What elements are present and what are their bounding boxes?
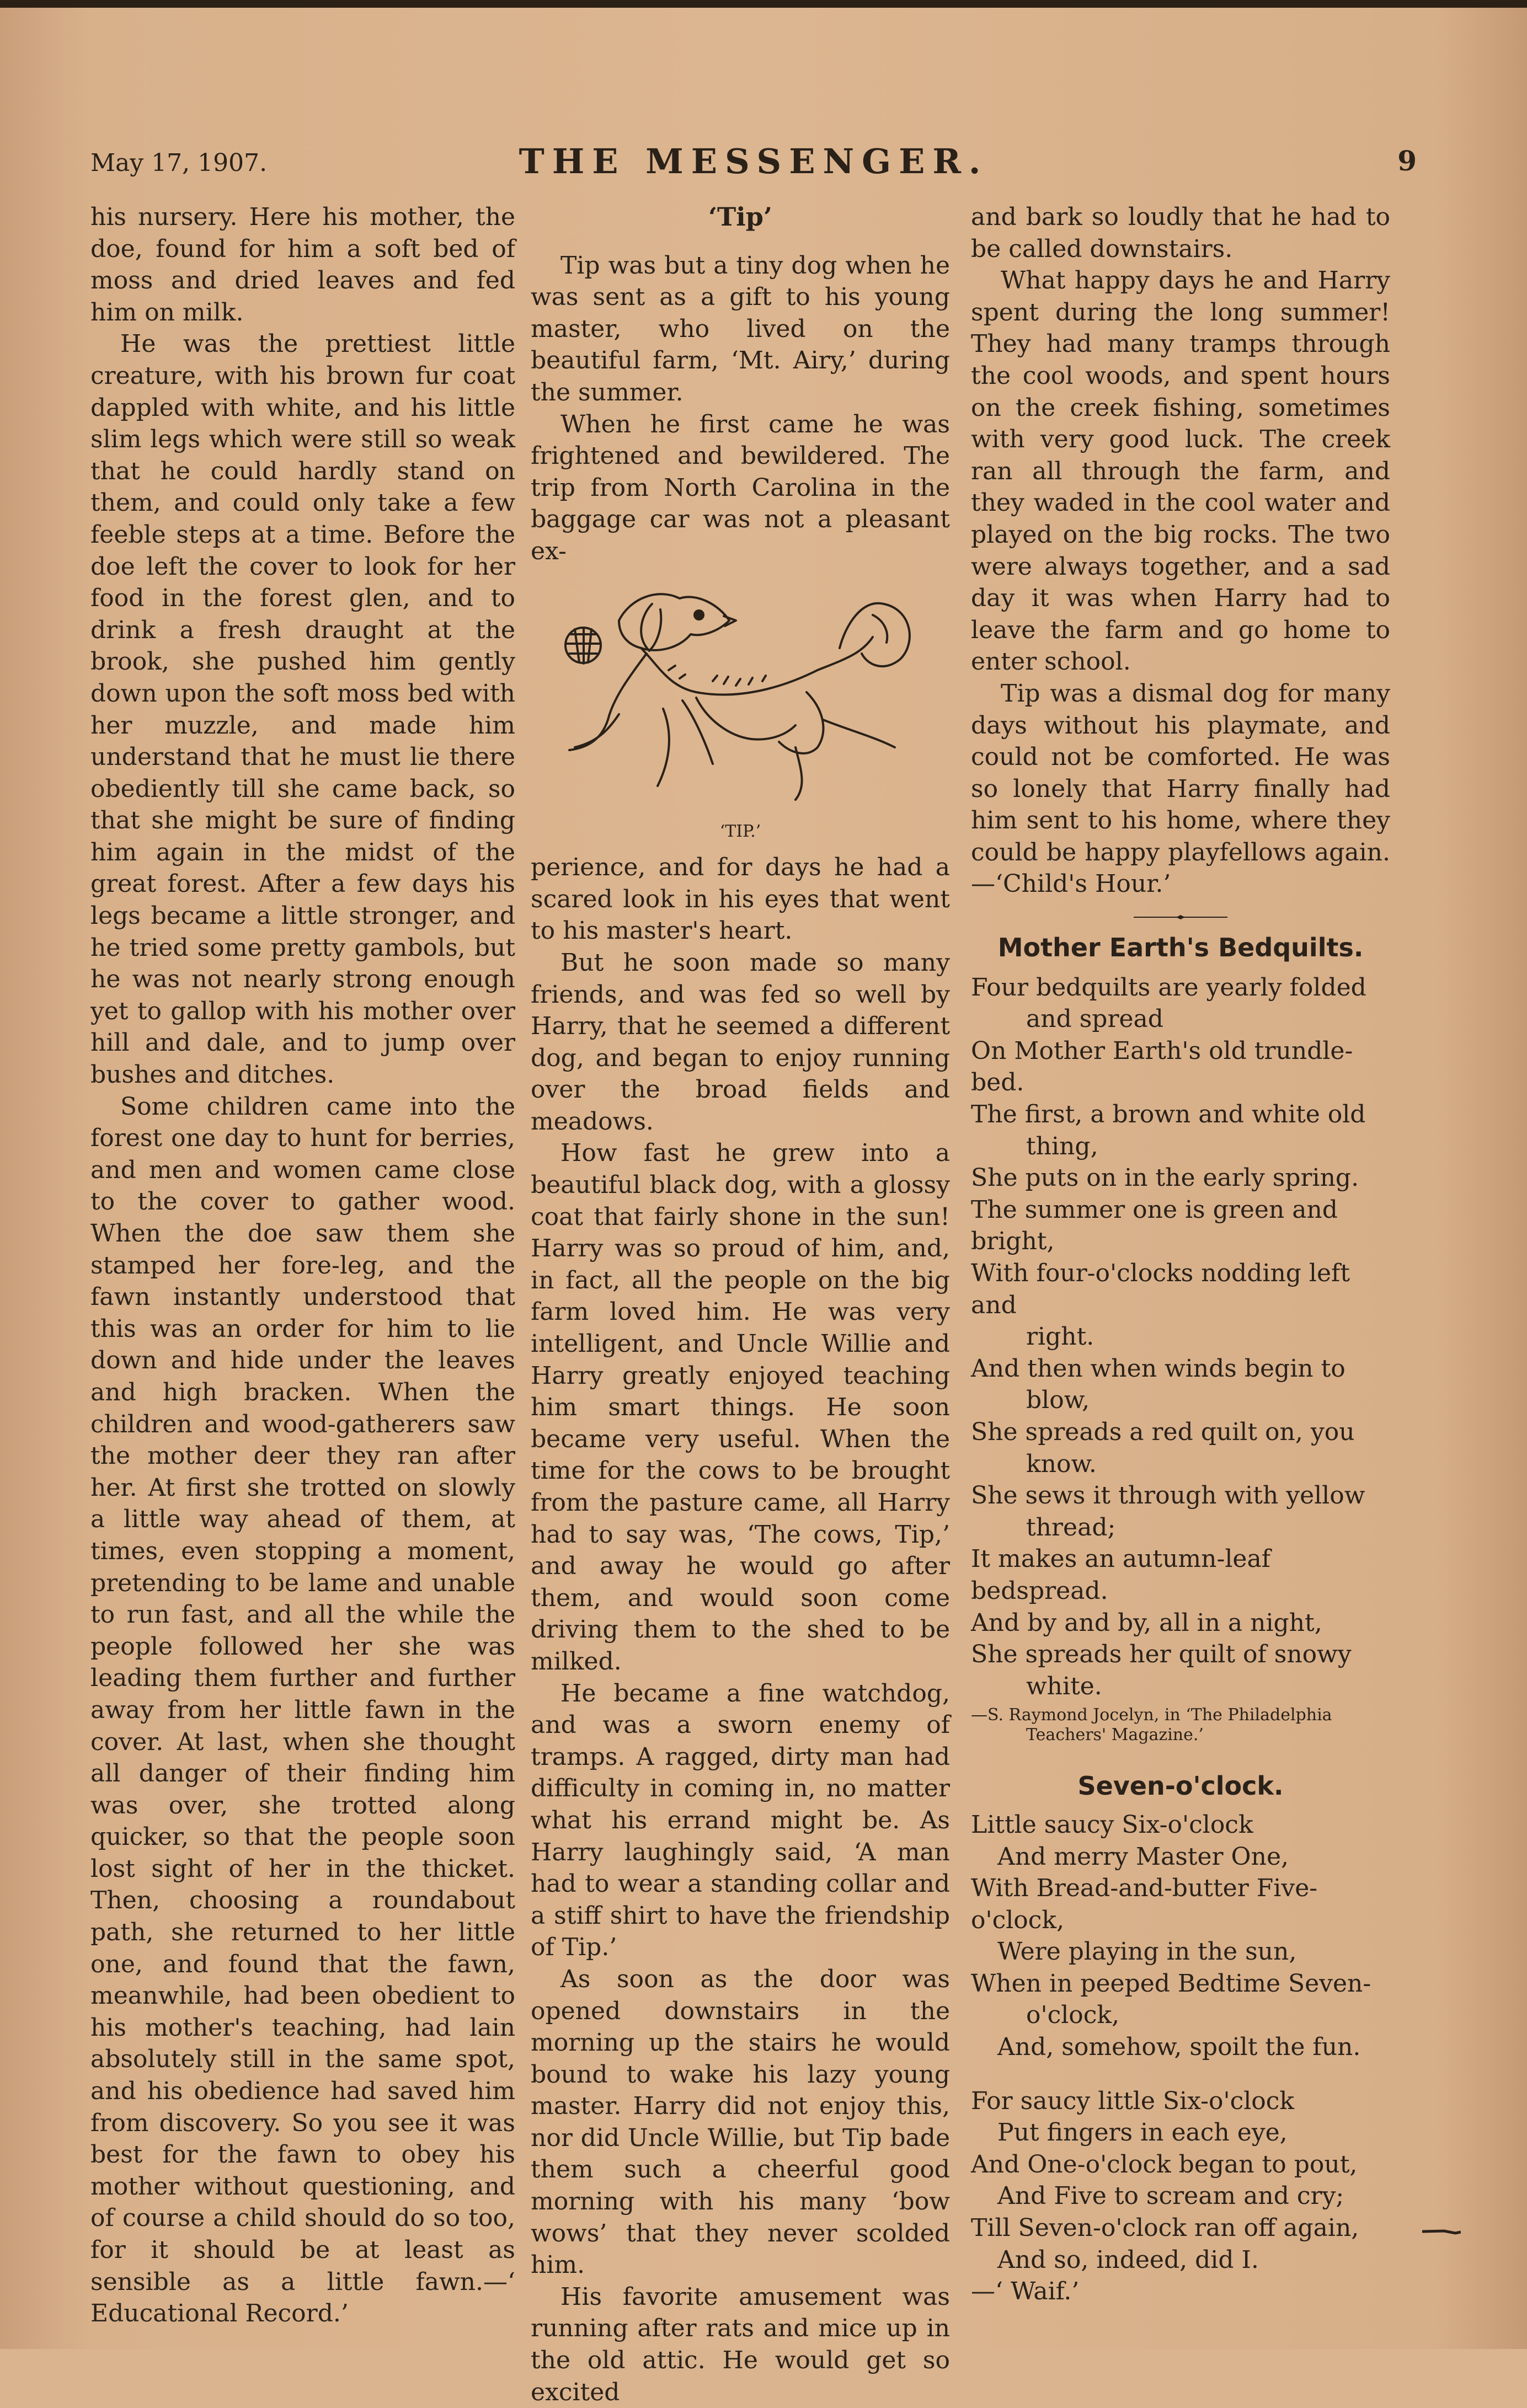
poem-title-seven-oclock: Seven-o'clock. [1077,1771,1284,1801]
poem-line: When in peeped Bedtime Seven- [971,1969,1371,1998]
poem-line: white. [1026,1672,1102,1700]
section-divider [1134,914,1227,920]
poem-line: For saucy little Six-o'clock [971,2086,1295,2115]
column-fawn-story [90,201,515,2330]
poem-title-bedquilts: Mother Earth's Bedquilts. [997,933,1364,963]
poem-line: blow, [1026,1386,1090,1415]
column-tip-story [531,201,950,2408]
paragraph: How fast he grew into a beautiful black dog, with a glossy coat that fairly shone in the sun! Harry was so proud of him, and, in fact, all the people on the big farm loved him. He was very intelligent, and Uncle Willie and Harry greatly enjoyed teaching him smart things. He soon became very useful. When the time for the cows to be brought from the pasture came, all Harry had to say was, ‘The cows, Tip,’ and away he would go after them, and would soon come driving them to the shed to be milked. [531,1139,950,1676]
paragraph: his nursery. Here his mother, the doe, found for him a soft bed of moss and dried leaves and fed him on milk. [90,203,515,327]
poem-line: And then when winds begin to [971,1354,1346,1383]
poem-line: She sews it through with yellow [971,1481,1365,1510]
poem-line: thing, [1026,1132,1098,1160]
poem-line: And Five to scream and cry; [997,2182,1344,2211]
column-poems [971,201,1390,2308]
paragraph: What happy days he and Harry spent during the long summer! They had many tramps through the cool woods, and spent hours on the creek fishing, sometimes with very good luck. The creek ran all through the farm, and they waded in the cool water and played on the big rocks. The two were always together, and a sad day it was when Harry had to leave the farm and go home to enter school. [971,266,1390,676]
poem-line: And merry Master One, [997,1842,1289,1871]
poem-line: And, somehow, spoilt the fun. [997,2033,1361,2062]
poem-line: Were playing in the sun, [997,1938,1297,1966]
scan-edge [0,0,1527,8]
paragraph: He was the prettiest little creature, with his brown fur coat dappled with white, and his little slim legs which were still so weak that he could hardly stand on them, and could only take a few feeble steps at a time. Before the doe left the cover to look for her food in the forest glen, and to drink a fresh draught at the brook, she pushed him gently down upon the soft moss bed with her muzzle, and made him understand that he must lie there obediently till she came back, so that she might be sure of finding him again in the midst of the great forest. After a few days his legs became a little stronger, and he tried some pretty gambols, but he was not nearly strong enough yet to gallop with his mother over hill and dale, and to jump over bushes and ditches. [90,330,515,1089]
paragraph: When he first came he was frightened and bewildered. The trip from North Carolina in the baggage car was not a pleasant ex- [531,410,950,565]
paragraph: As soon as the door was opened downstairs in the morning up the stairs he would bound to wake his lazy young master. Harry did not enjoy this, nor did Uncle Willie, but Tip bade them such a cheerful good morning with his many ‘bow wows’ that they never scolded him. [531,1965,950,2279]
paragraph: His favorite amusement was running after rats and mice up in the old attic. He would get so excited [531,2282,950,2406]
poem-line: And One-o'clock began to pout, [971,2150,1358,2179]
poem-bedquilts [971,972,1390,1703]
poem-line: And by and by, all in a night, [971,1608,1322,1637]
poem-line: know. [1026,1449,1097,1478]
paragraph: perience, and for days he had a scared look in his eyes that went to his master's heart. [531,853,950,945]
poem-line: Little saucy Six-o'clock [971,1810,1253,1839]
paragraph: Tip was a dismal dog for many days without his playmate, and could not be comforted. He was so lonely that Harry finally had him sent to his home, where they could be happy playfellows again.—‘Child's Hour.’ [971,679,1390,898]
masthead-title: THE MESSENGER. [519,141,989,181]
poem-line: She spreads her quilt of snowy [971,1640,1352,1669]
poem-line: The summer one is green and bright, [971,1195,1338,1256]
paragraph: But he soon made so many friends, and was fed so well by Harry, that he seemed a different dog, and began to enjoy running over the broad fields and meadows. [531,948,950,1136]
poem-line: o'clock, [1026,2001,1120,2030]
poem-line: right. [1026,1323,1094,1351]
poem-line: And so, indeed, did I. [997,2245,1259,2274]
poem-line: She spreads a red quilt on, you [971,1417,1355,1446]
dog-illustration [531,582,950,814]
poem-line: On Mother Earth's old trundle-bed. [971,1036,1353,1097]
story-title-tip: ‘Tip’ [708,202,772,232]
paragraph: Tip was but a tiny dog when he was sent as a gift to his young master, who lived on the beautiful farm, ‘Mt. Airy,’ during the summer. [531,251,950,406]
poem-line: Till Seven-o'clock ran off again, [971,2214,1359,2243]
poem-line: Four bedquilts are yearly folded [971,973,1366,1002]
poem-line: With four-o'clocks nodding left and [971,1259,1350,1319]
poem-attribution: —‘ Waif.’ [971,2277,1080,2306]
page-header [90,138,1417,188]
poem-line: Put fingers in each eye, [997,2118,1288,2147]
poem-line: It makes an autumn-leaf bedspread. [971,1545,1270,1605]
attribution-line: —S. Raymond Jocelyn, in ‘The Philadelphia [971,1705,1332,1725]
attribution-line: Teachers' Magazine.’ [1026,1725,1204,1745]
poem-seven-oclock [971,1809,1390,2308]
paragraph: He became a fine watchdog, and was a sworn enemy of tramps. A ragged, dirty man had difficulty in coming in, no matter what his errand might be. As Harry laughingly said, ‘A man had to wear a standing collar and a stiff shirt to have the friendship of Tip.’ [531,1679,950,1962]
poem-attribution [971,1705,1390,1745]
poem-line: thread; [1026,1513,1116,1542]
poem-line: The first, a brown and white old [971,1100,1366,1129]
paragraph: and bark so loudly that he had to be called downstairs. [971,203,1390,263]
ink-mark [1422,2228,1461,2236]
issue-date: May 17, 1907. [90,149,268,177]
illustration-caption: ‘TIP.’ [719,821,761,841]
page-number: 9 [1397,145,1417,177]
poem-line: and spread [1026,1005,1163,1034]
poem-line: With Bread-and-butter Five-o'clock, [971,1874,1318,1934]
poem-line: She puts on in the early spring. [971,1164,1359,1192]
paragraph: Some children came into the forest one day to hunt for berries, and men and women came close to the cover to gather wood. When the doe saw them she stamped her fore-leg, and the fawn instantly understood that this was an order for him to lie down and hide under the leaves and high bracken. When the children and wood-gatherers saw the mother deer they ran after her. At first she trotted on slowly a little way ahead of them, at times, even stopping a moment, pretending to be lame and unable to run fast, and all the while the people followed her she was leading them further and further away from her little fawn in the cover. At last, when she thought all danger of their finding him was over, she trotted along quicker, so that the people soon lost sight of her in the thicket. Then, choosing a roundabout path, she returned to her little one, and found that the fawn, meanwhile, had been obedient to his mother's teaching, had lain absolutely still in the same spot, and his obedience had saved him from discovery. So you see it was best for the fawn to obey his mother without questioning, and of course a child should do so too, for it should be at least as sensible as a little fawn.—‘ Educational Record.’ [90,1092,515,2328]
